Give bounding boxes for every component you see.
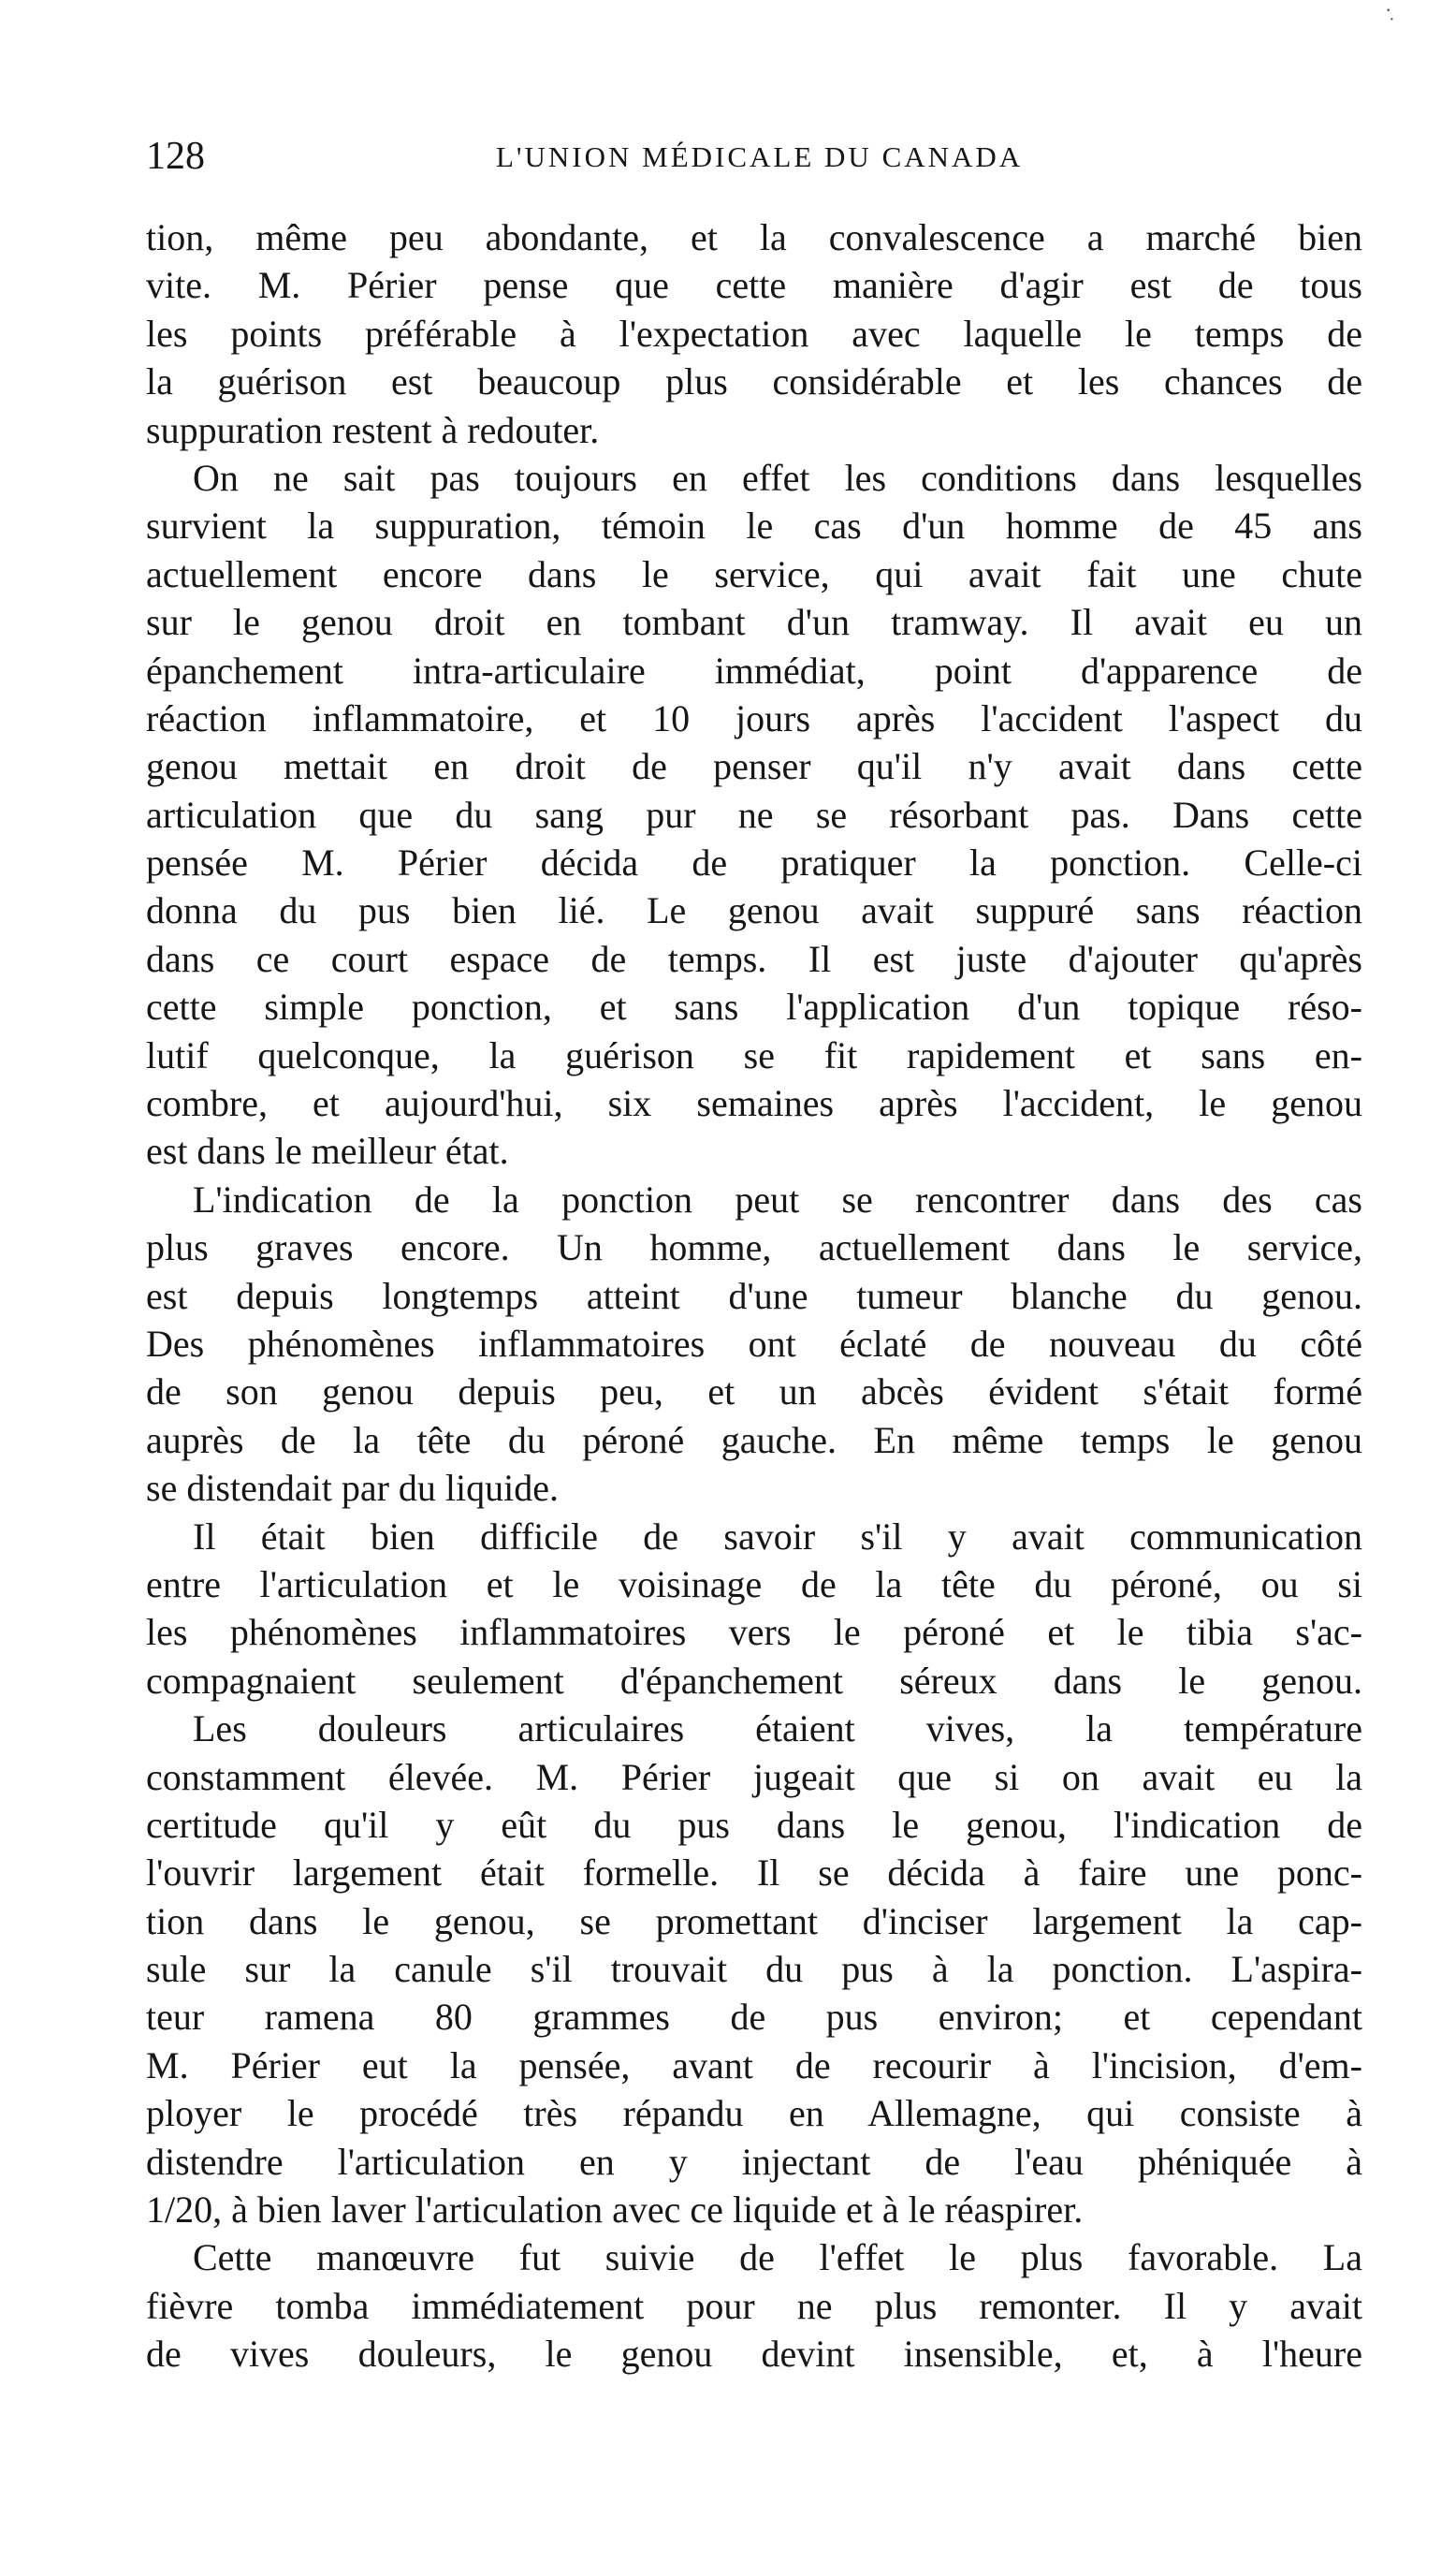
text-line: lutif quelconque, la guérison se fit rapidement et sans en-	[146, 1033, 1362, 1076]
page-number: 128	[146, 135, 205, 178]
text-line: L'indication de la ponction peut se rencontrer dans des cas	[193, 1178, 1362, 1221]
text-line: cette simple ponction, et sans l'application d'un topique réso-	[146, 986, 1362, 1029]
text-line: ployer le procédé très répandu en Allemagne, qui consiste à	[146, 2092, 1362, 2135]
text-line: les phénomènes inflammatoires vers le péroné et le tibia s'ac-	[146, 1611, 1362, 1654]
text-line: les points préférable à l'expectation avec laquelle le temps de	[146, 312, 1362, 355]
text-line: de son genou depuis peu, et un abcès évident s'était formé	[146, 1370, 1362, 1413]
text-line: distendre l'articulation en y injectant de l'eau phéniquée à	[146, 2140, 1362, 2183]
text-line: est depuis longtemps atteint d'une tumeur blanche du genou.	[146, 1274, 1362, 1317]
text-line: M. Périer eut la pensée, avant de recourir à l'incision, d'em-	[146, 2043, 1362, 2086]
text-line: survient la suppuration, témoin le cas d'un homme de 45 ans	[146, 505, 1362, 548]
text-line: compagnaient seulement d'épanchement séreux dans le genou.	[146, 1659, 1362, 1702]
text-line: est dans le meilleur état.	[146, 1130, 509, 1173]
text-line: sur le genou droit en tombant d'un tramway. Il avait eu un	[146, 601, 1362, 644]
text-line: vite. M. Périer pense que cette manière d'agir est de tous	[146, 264, 1362, 307]
text-line: actuellement encore dans le service, qui avait fait une chute	[146, 552, 1362, 595]
text-line: l'ouvrir largement était formelle. Il se décida à faire une ponc-	[146, 1852, 1362, 1895]
text-line: Des phénomènes inflammatoires ont éclaté de nouveau du côté	[146, 1322, 1362, 1365]
text-line: teur ramena 80 grammes de pus environ; et cependant	[146, 1996, 1362, 2039]
text-line: dans ce court espace de temps. Il est juste d'ajouter qu'après	[146, 937, 1362, 980]
text-line: constamment élevée. M. Périer jugeait que si on avait eu la	[146, 1755, 1362, 1798]
journal-title: L'UNION MÉDICALE DU CANADA	[496, 140, 1024, 173]
text-line: plus graves encore. Un homme, actuellement dans le service,	[146, 1226, 1362, 1269]
text-line: On ne sait pas toujours en effet les conditions dans lesquelles	[193, 456, 1362, 499]
text-line: Les douleurs articulaires étaient vives, la température	[193, 1707, 1362, 1750]
article-body	[146, 213, 1362, 2378]
text-line: se distendait par du liquide.	[146, 1467, 560, 1510]
text-line: suppuration restent à redouter.	[146, 408, 600, 451]
text-line: tion, même peu abondante, et la convalescence a marché bien	[146, 216, 1362, 258]
running-head	[146, 133, 1362, 180]
text-line: la guérison est beaucoup plus considérable et les chances de	[146, 360, 1362, 403]
text-line: pensée M. Périer décida de pratiquer la ponction. Celle-ci	[146, 842, 1362, 885]
text-line: genou mettait en droit de penser qu'il n'y avait dans cette	[146, 745, 1362, 788]
text-line: donna du pus bien lié. Le genou avait suppuré sans réaction	[146, 889, 1362, 932]
text-line: tion dans le genou, se promettant d'inciser largement la cap-	[146, 1899, 1362, 1942]
text-line: Cette manœuvre fut suivie de l'effet le plus favorable. La	[193, 2236, 1362, 2279]
text-line: réaction inflammatoire, et 10 jours après l'accident l'aspect du	[146, 696, 1362, 739]
text-line: auprès de la tête du péroné gauche. En même temps le genou	[146, 1418, 1362, 1461]
text-line: fièvre tomba immédiatement pour ne plus remonter. Il y avait	[146, 2284, 1362, 2327]
text-line: Il était bien difficile de savoir s'il y avait communication	[193, 1515, 1362, 1558]
corner-mark: ·̣	[1385, 0, 1392, 22]
text-line: articulation que du sang pur ne se résorbant pas. Dans cette	[146, 793, 1362, 836]
text-line: 1/20, à bien laver l'articulation avec ce liquide et à le réaspirer.	[146, 2188, 1084, 2232]
text-line: sule sur la canule s'il trouvait du pus à la ponction. L'aspira-	[146, 1948, 1362, 1991]
text-line: certitude qu'il y eût du pus dans le genou, l'indication de	[146, 1803, 1362, 1846]
text-line: épanchement intra-articulaire immédiat, point d'apparence de	[146, 649, 1362, 692]
text-line: entre l'articulation et le voisinage de la tête du péroné, ou si	[146, 1562, 1362, 1605]
text-line: combre, et aujourd'hui, six semaines après l'accident, le genou	[146, 1082, 1362, 1125]
text-line: de vives douleurs, le genou devint insensible, et, à l'heure	[146, 2333, 1362, 2376]
